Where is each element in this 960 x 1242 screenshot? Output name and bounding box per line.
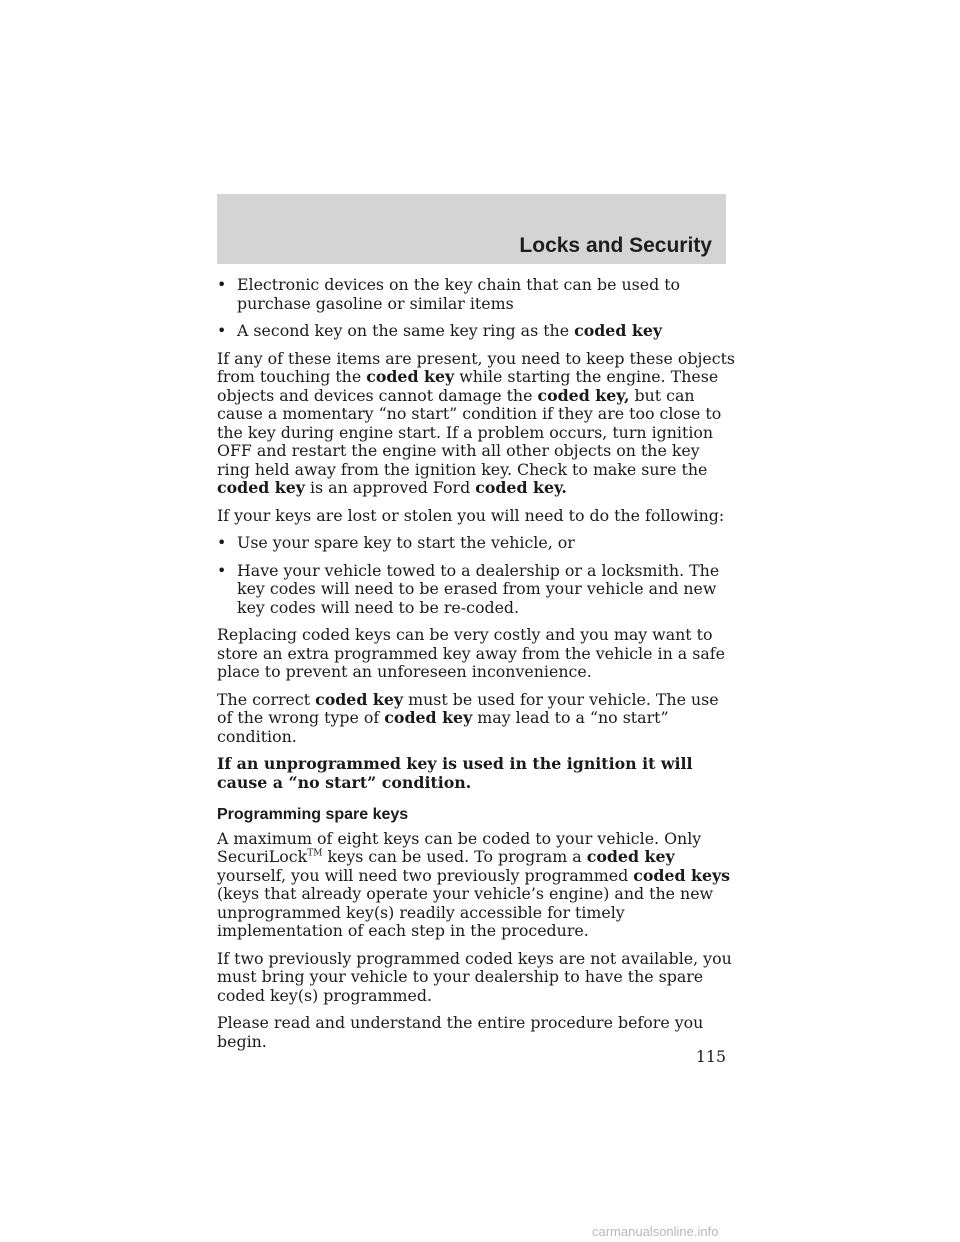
paragraph xyxy=(217,830,737,941)
text-run: may lead to a “no start” condition. xyxy=(217,708,669,746)
paragraph xyxy=(217,350,737,498)
bold-term: coded key. xyxy=(475,478,567,497)
bullet-text: A second key on the same key ring as the xyxy=(237,321,575,340)
trademark-mark: TM xyxy=(307,848,323,859)
bold-term: coded key xyxy=(574,321,663,340)
bold-term: coded key xyxy=(217,478,305,497)
bullet-icon: • xyxy=(217,560,227,580)
bullet-icon: • xyxy=(217,321,227,340)
paragraph: Please read and understand the entire procedure before you begin. xyxy=(217,1013,704,1051)
bullet-icon: • xyxy=(217,275,227,294)
text-run: The correct xyxy=(217,689,316,709)
bullet-text: Use your spare key to start the vehicle, or xyxy=(237,533,575,552)
paragraph xyxy=(217,691,737,747)
bullet-item xyxy=(217,276,737,313)
bold-term: coded key, xyxy=(537,385,630,405)
bold-term: coded key xyxy=(384,708,473,727)
bullet-item xyxy=(217,562,737,618)
text-run: yourself, you will need two previously programmed xyxy=(217,865,634,885)
bold-term: coded key xyxy=(586,847,675,866)
bullet-text: Electronic devices on the key chain that can be used to purchase gasoline or similar items xyxy=(237,275,681,313)
text-run: A maximum of eight keys can be coded to your vehicle. Only SecuriLock xyxy=(217,828,702,866)
watermark-text: carmanualsonline.info xyxy=(592,1224,719,1239)
text-run: If any of these items are present, you need to keep these objects from touching the xyxy=(217,348,736,386)
text-run: must be used for your vehicle. The use of the wrong type of xyxy=(217,689,719,727)
page-body xyxy=(217,276,737,1060)
text-run: is an approved Ford xyxy=(304,478,476,497)
bullet-item xyxy=(217,534,737,553)
paragraph: Replacing coded keys can be very costly and you may want to store an extra programmed key away from the vehicle in a safe place to prevent an unforeseen inconvenience. xyxy=(217,625,725,681)
text-run: (keys that already operate your vehicle’s engine) and the new unprogrammed key(s) readily accessible for timely implementation of each step in the procedure. xyxy=(217,884,714,940)
text-run: but can cause a momentary “no start” condition if they are too close to the key during engine start. If a problem occurs, turn ignition OFF and restart the engine with all other objects on the key ring held away from the ignition key. Check to make sure the xyxy=(217,385,722,479)
bold-term: coded keys xyxy=(633,865,731,885)
bullet-item xyxy=(217,322,737,341)
section-title: Locks and Security xyxy=(519,234,712,257)
text-run: keys can be used. To program a xyxy=(322,847,587,866)
bullet-text: Have your vehicle towed to a dealership or a locksmith. The key codes will need to be erased from your vehicle and new key codes will need to be re-coded. xyxy=(237,560,720,617)
page-number: 115 xyxy=(695,1047,726,1066)
section-heading: Programming spare keys xyxy=(217,806,409,823)
paragraph: If two previously programmed coded keys are not available, you must bring your vehicle to your dealership to have the spare coded key(s) programmed. xyxy=(217,948,732,1005)
bold-term: coded key xyxy=(315,689,404,709)
warning-text: If an unprogrammed key is used in the ignition it will cause a “no start” condition. xyxy=(217,754,693,792)
bullet-icon: • xyxy=(217,533,227,552)
text-run: while starting the engine. These objects and devices cannot damage the xyxy=(217,367,719,405)
paragraph: If your keys are lost or stolen you will need to do the following: xyxy=(217,505,725,525)
bold-term: coded key xyxy=(366,367,455,386)
section-header-band xyxy=(217,194,726,264)
